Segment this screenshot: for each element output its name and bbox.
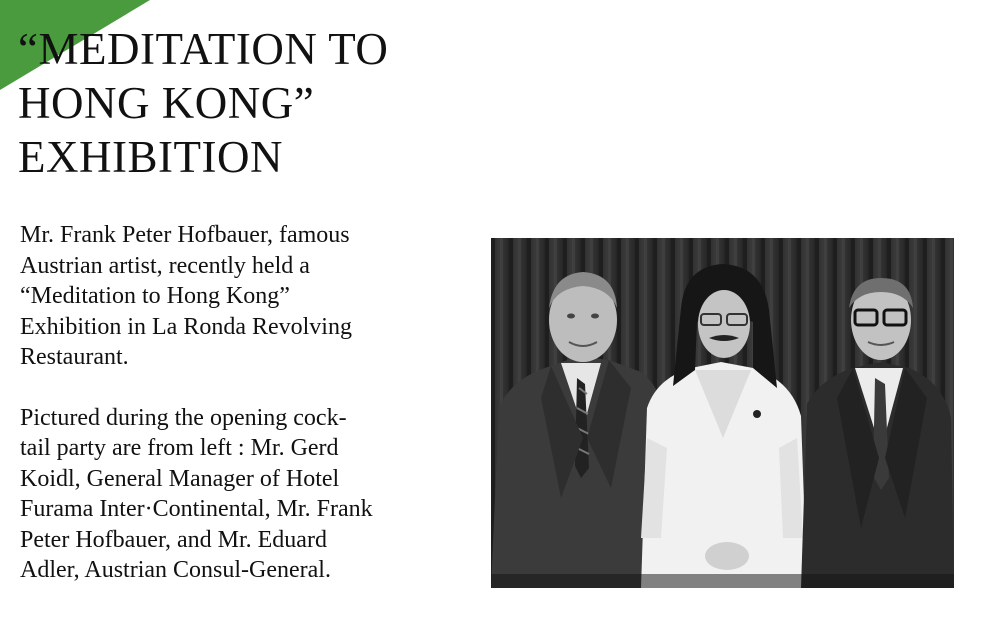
caption-paragraph <box>20 403 470 586</box>
headline <box>18 22 388 184</box>
intro-paragraph <box>20 220 470 373</box>
caption-line: Koidl, General Manager of Hotel <box>20 465 340 492</box>
intro-line: Austrian artist, recently held a <box>20 252 310 279</box>
caption-line: Adler, Austrian Consul-General. <box>20 557 331 583</box>
intro-line: Restaurant. <box>20 344 129 370</box>
headline-line-2: HONG KONG” <box>18 78 315 128</box>
floor-shadow <box>491 574 954 588</box>
intro-line: “Meditation to Hong Kong” <box>20 283 290 309</box>
intro-line: Mr. Frank Peter Hofbauer, famous <box>20 222 350 248</box>
caption-line: Peter Hofbauer, and Mr. Eduard <box>20 526 327 553</box>
headline-line-1: “MEDITATION TO <box>18 24 389 74</box>
intro-line: Exhibition in La Ronda Revolving <box>20 313 352 340</box>
group-photo <box>491 238 954 588</box>
headline-line-3: EXHIBITION <box>18 132 283 182</box>
caption-line: Furama Inter·Continental, Mr. Frank <box>20 496 373 522</box>
caption-line: tail party are from left : Mr. Gerd <box>20 435 339 461</box>
article-body <box>20 220 470 586</box>
caption-line: Pictured during the opening cock- <box>20 404 347 431</box>
